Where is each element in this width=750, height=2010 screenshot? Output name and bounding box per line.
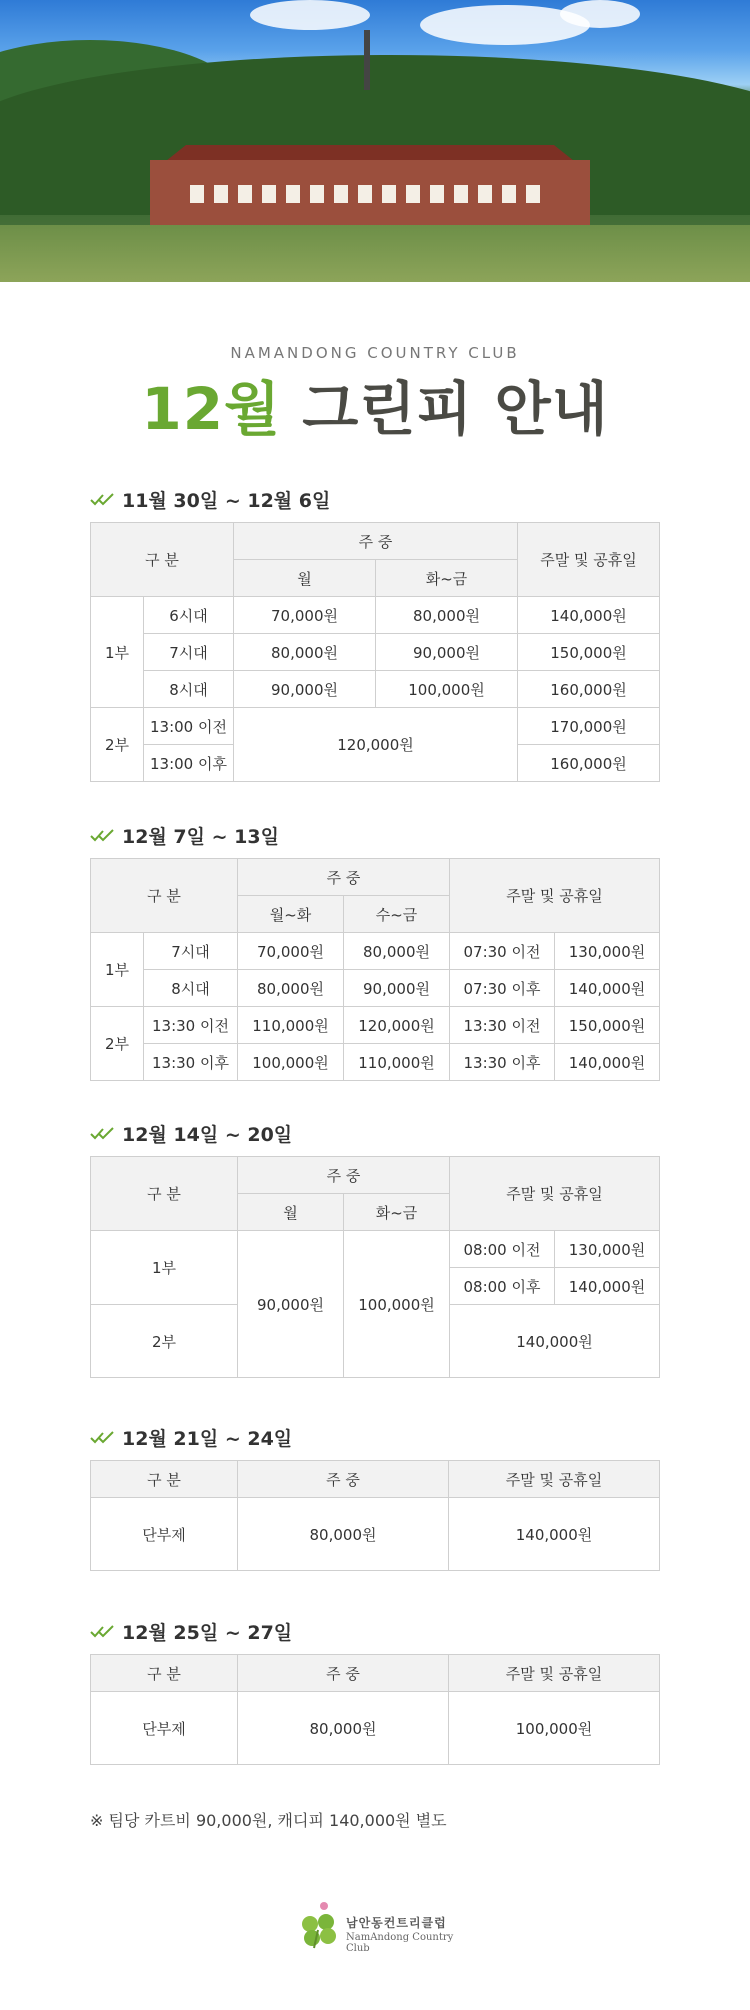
table-row: 8시대 80,000원 90,000원 07:30 이후 140,000원 <box>91 970 660 1007</box>
fee-table-2 <box>90 858 660 1081</box>
col-category: 구 분 <box>91 1655 238 1692</box>
fee-section-2 <box>90 822 660 1081</box>
double-check-icon <box>90 1125 116 1141</box>
double-check-icon <box>90 1623 116 1639</box>
fee-table-5 <box>90 1654 660 1765</box>
table-row: 단부제 80,000원 140,000원 <box>91 1498 660 1571</box>
double-check-icon <box>90 491 116 507</box>
col-weekend: 주말 및 공휴일 <box>450 1157 660 1231</box>
col-mon: 월 <box>234 560 376 597</box>
col-mon-tue: 월~화 <box>238 896 344 933</box>
section-heading: 12월 21일 ~ 24일 <box>90 1424 660 1450</box>
section-heading: 12월 7일 ~ 13일 <box>90 822 660 848</box>
table-row: 08:00 이후 140,000원 <box>91 1268 660 1305</box>
col-wed-fri: 수~금 <box>344 896 450 933</box>
title-text: 그린피 안내 <box>302 375 609 443</box>
club-logo <box>296 1900 476 1960</box>
logo-name-ko: 남안동컨트리클럽 <box>346 1916 447 1930</box>
table-row: 2부 140,000원 <box>91 1305 660 1378</box>
double-check-icon <box>90 827 116 843</box>
section-heading: 12월 14일 ~ 20일 <box>90 1120 660 1146</box>
double-check-icon <box>90 1429 116 1445</box>
col-tue-fri: 화~금 <box>344 1194 450 1231</box>
part-label: 2부 <box>91 1305 238 1378</box>
col-weekday: 주 중 <box>238 859 450 896</box>
col-weekend: 주말 및 공휴일 <box>450 859 660 933</box>
part-label: 1부 <box>91 597 144 708</box>
part-label: 2부 <box>91 1007 144 1081</box>
title-month: 12월 <box>141 375 282 443</box>
section-heading: 11월 30일 ~ 12월 6일 <box>90 486 660 512</box>
col-weekday: 주 중 <box>238 1655 449 1692</box>
fee-note: ※ 팀당 카트비 90,000원, 캐디피 140,000원 별도 <box>90 1811 447 1830</box>
table-row: 단부제 80,000원 100,000원 <box>91 1692 660 1765</box>
part-label: 1부 <box>91 933 144 1007</box>
table-row: 13:30 이후 100,000원 110,000원 13:30 이후 140,000원 <box>91 1044 660 1081</box>
col-weekday: 주 중 <box>238 1461 449 1498</box>
fee-section-3 <box>90 1120 660 1378</box>
table-row: 2부 13:00 이전 120,000원 170,000원 <box>91 708 660 745</box>
col-weekday: 주 중 <box>234 523 518 560</box>
fee-table-4 <box>90 1460 660 1571</box>
fee-table-1 <box>90 522 660 782</box>
table-row: 13:00 이후 160,000원 <box>91 745 660 782</box>
fee-table-3 <box>90 1156 660 1378</box>
table-row: 2부 13:30 이전 110,000원 120,000원 13:30 이전 150,000원 <box>91 1007 660 1044</box>
page-title <box>0 362 750 446</box>
clover-logo-icon <box>296 1900 342 1950</box>
col-weekend: 주말 및 공휴일 <box>449 1655 660 1692</box>
hero-banner-image <box>0 0 750 282</box>
col-category: 구 분 <box>91 1157 238 1231</box>
table-row: 1부 7시대 70,000원 80,000원 07:30 이전 130,000원 <box>91 933 660 970</box>
part-label: 1부 <box>91 1231 238 1305</box>
fee-section-1 <box>90 486 660 782</box>
logo-name-en: NamAndong Country Club <box>346 1932 454 1954</box>
table-row: 1부 6시대 70,000원 80,000원 140,000원 <box>91 597 660 634</box>
col-category: 구 분 <box>91 1461 238 1498</box>
fee-section-4 <box>90 1424 660 1571</box>
fee-section-5 <box>90 1618 660 1765</box>
section-heading: 12월 25일 ~ 27일 <box>90 1618 660 1644</box>
col-category: 구 분 <box>91 523 234 597</box>
table-row: 1부 90,000원 100,000원 08:00 이전 130,000원 <box>91 1231 660 1268</box>
col-weekend: 주말 및 공휴일 <box>449 1461 660 1498</box>
part-label: 2부 <box>91 708 144 782</box>
table-row: 8시대 90,000원 100,000원 160,000원 <box>91 671 660 708</box>
col-tue-fri: 화~금 <box>376 560 518 597</box>
col-weekday: 주 중 <box>238 1157 450 1194</box>
club-subtitle: NAMANDONG COUNTRY CLUB <box>230 344 520 362</box>
col-weekend: 주말 및 공휴일 <box>518 523 660 597</box>
col-category: 구 분 <box>91 859 238 933</box>
table-row: 7시대 80,000원 90,000원 150,000원 <box>91 634 660 671</box>
col-mon: 월 <box>238 1194 344 1231</box>
